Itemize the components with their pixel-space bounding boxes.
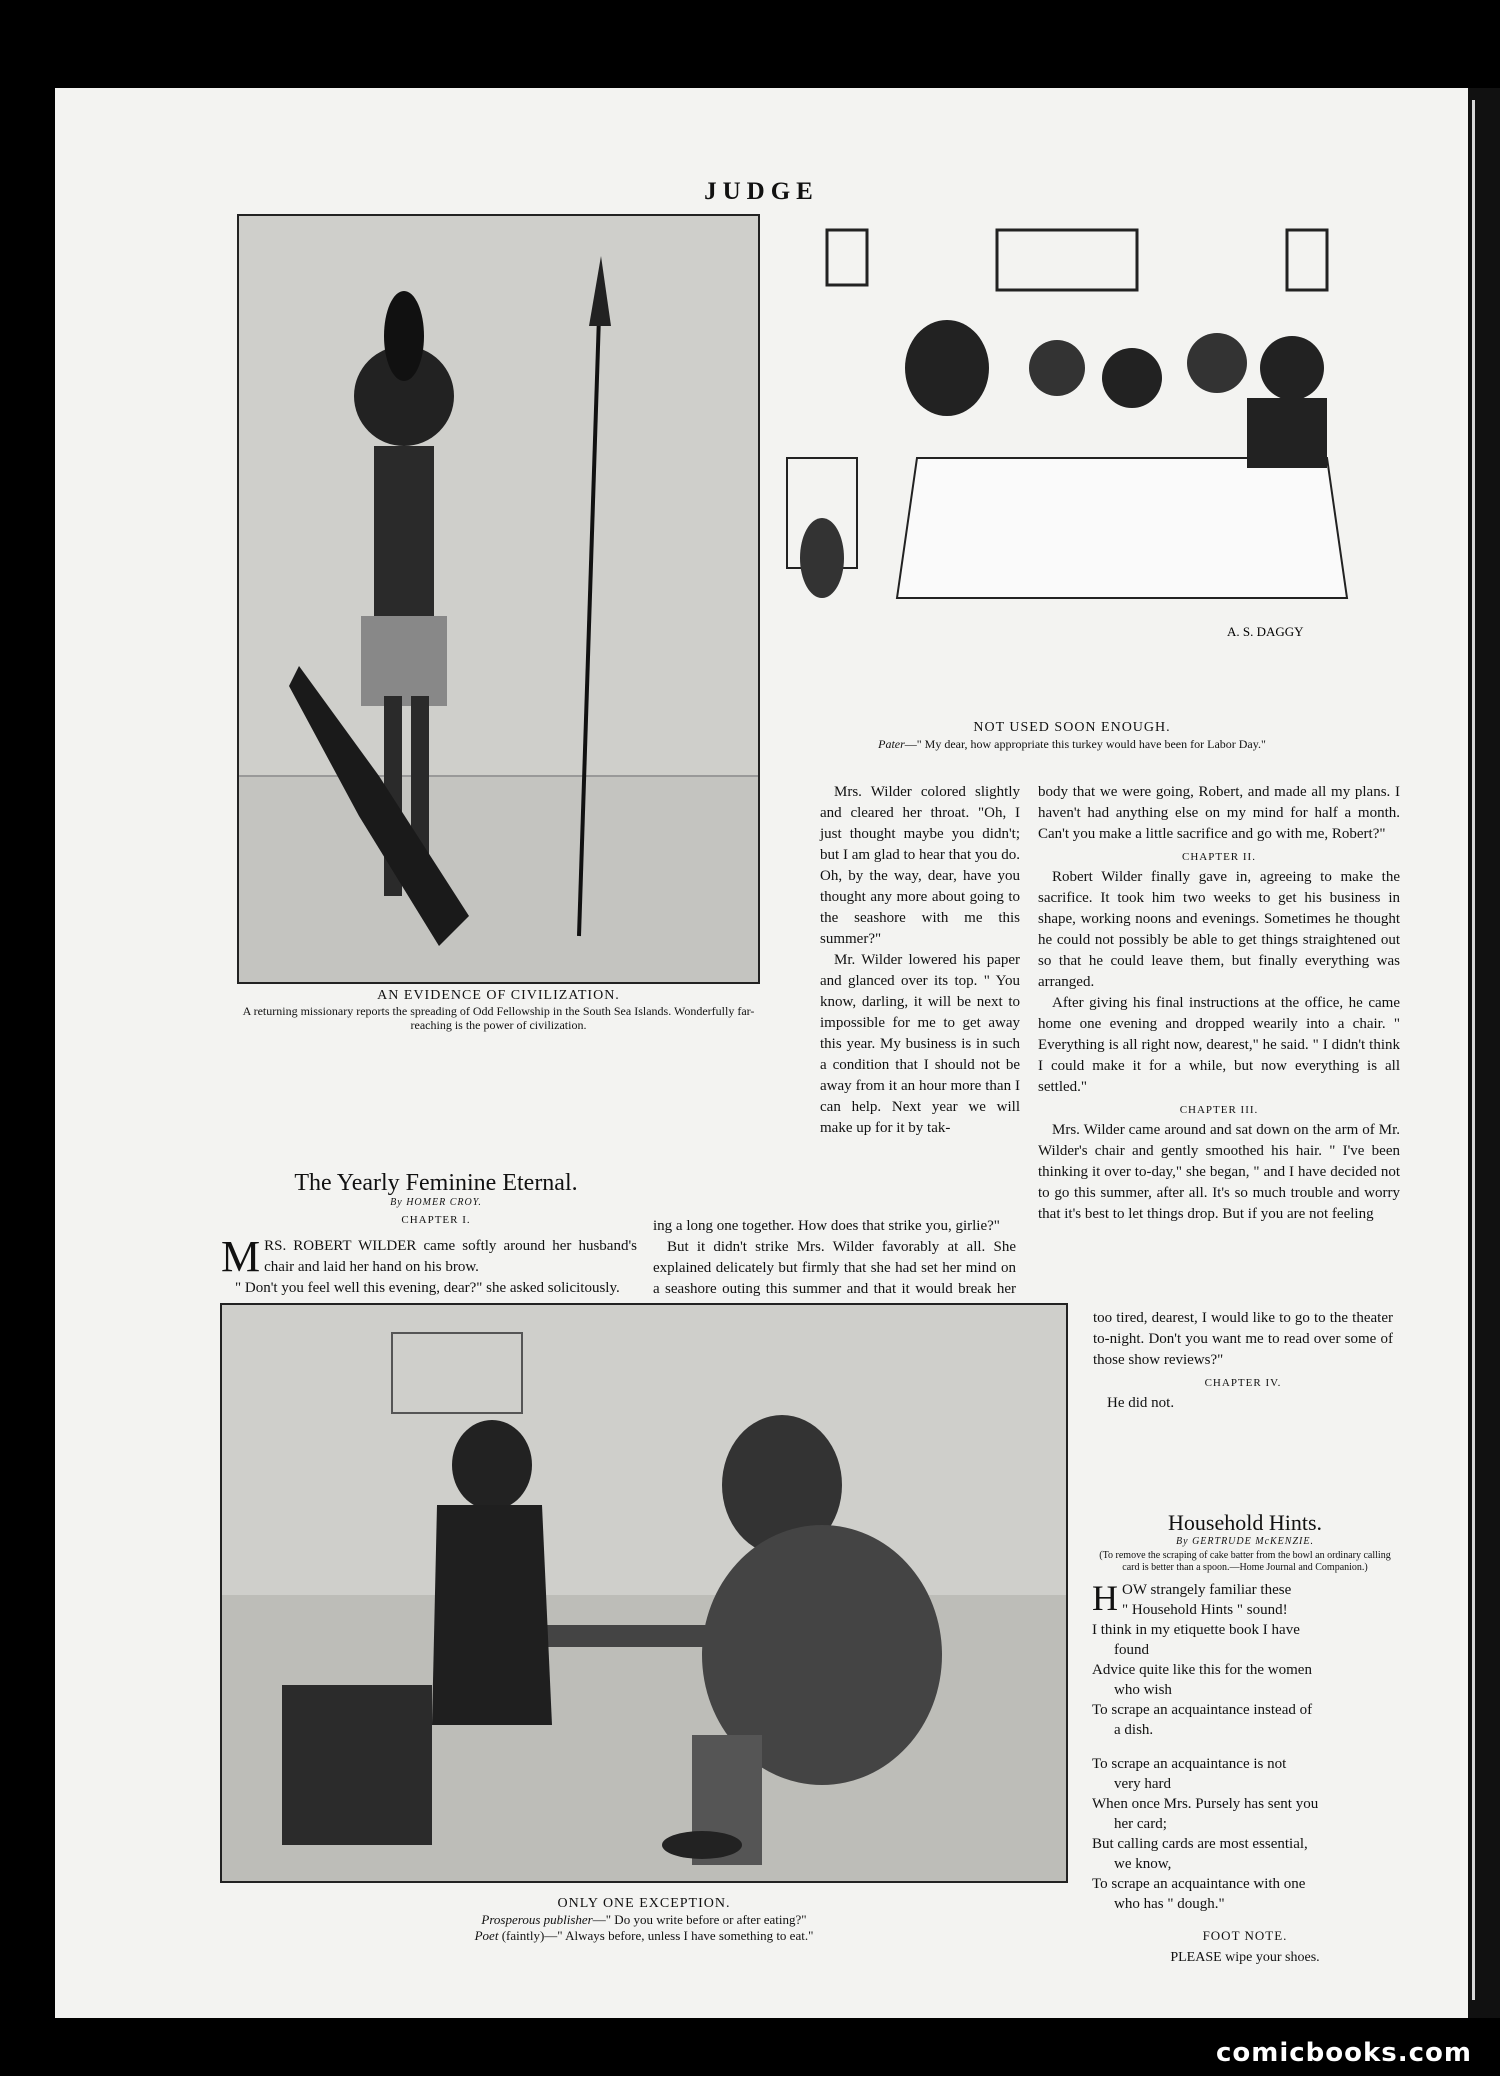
poem-line: very hard: [1114, 1776, 1172, 1792]
hints-poem: [1092, 1580, 1398, 1914]
story-byline: By HOMER CROY.: [390, 1197, 482, 1208]
story-p1: RS. ROBERT WILDER came softly around her husband's chair and laid her hand on his brow.: [264, 1238, 637, 1275]
poem-line: I think in my etiquette book I have: [1092, 1622, 1300, 1638]
story-column-2-upper: [820, 782, 1020, 1139]
story-heading: [221, 1170, 651, 1230]
poem-line: To scrape an acquaintance with one: [1092, 1876, 1306, 1892]
story-p4: ing a long one together. How does that strike you, girlie?": [653, 1218, 1000, 1234]
story-column-3-continued: [1093, 1308, 1393, 1414]
story-drop-cap: M: [221, 1232, 261, 1281]
dinner-quote: —" My dear, how appropriate this turkey would have been for Labor Day.": [904, 737, 1266, 751]
poem-line: a dish.: [1114, 1722, 1154, 1738]
hints-epigraph: (To remove the scraping of cake batter from the bowl an ordinary calling card is better than a spoon.—Home Journal and Companion.): [1099, 1550, 1391, 1573]
publisher-quote: —" Do you write before or after eating?": [592, 1912, 807, 1927]
poem-line: " Household Hints " sound!: [1122, 1602, 1288, 1618]
poem-line: her card;: [1114, 1816, 1167, 1832]
poem-line: But calling cards are most essential,: [1092, 1836, 1308, 1852]
poem-line: Advice quite like this for the women: [1092, 1662, 1312, 1678]
poet-publisher-drawing: [222, 1305, 1066, 1881]
dinner-artist-signature: A. S. DAGGY: [1227, 624, 1304, 639]
family-dinner-drawing: [767, 218, 1377, 648]
cartoon-dinner-caption: [767, 720, 1377, 752]
publisher-speaker: Prosperous publisher: [481, 1912, 593, 1927]
poet-quote: (faintly)—" Always before, unless I have something to eat.": [498, 1928, 814, 1943]
poem-line: who wish: [1114, 1682, 1172, 1698]
footnote-text: PLEASE wipe your shoes.: [1170, 1950, 1320, 1965]
chapter-2-heading: CHAPTER II.: [1182, 851, 1256, 863]
cartoon-dinner-title: NOT USED SOON ENOUGH.: [973, 720, 1171, 735]
cartoon-poet-caption: [220, 1896, 1068, 1944]
poet-speaker: Poet: [474, 1928, 499, 1943]
native-warrior-drawing: [239, 216, 758, 982]
story-title: The Yearly Feminine Eternal.: [294, 1170, 578, 1196]
masthead: JUDGE: [704, 178, 819, 205]
story-p9: Robert Wilder finally gave in, agreeing to make the sacrifice. It took him two weeks to get his business in shape, working noons and evenings. Sometimes he thought he could not possibly be able to get things straightened out so that he could leave them, but finally everything was arranged.: [1038, 869, 1400, 990]
chapter-3-heading: CHAPTER III.: [1179, 1104, 1259, 1116]
story-p5: But it didn't strike Mrs. Wilder favorably at all. She explained delicately but firmly that she had set her mind on a seashore outing this summer and that it would break her: [653, 1239, 1016, 1297]
chapter-1-heading: CHAPTER I.: [401, 1214, 471, 1226]
watermark-footer: comicbooks.com: [1215, 2038, 1472, 2068]
hints-byline: By GERTRUDE McKENZIE.: [1176, 1536, 1314, 1547]
poem-line: When once Mrs. Pursely has sent you: [1092, 1796, 1319, 1812]
hints-title: Household Hints.: [1168, 1510, 1322, 1535]
poem-line: we know,: [1114, 1856, 1172, 1872]
poem-line: To scrape an acquaintance instead of: [1092, 1702, 1313, 1718]
cartoon-family-dinner: [767, 218, 1377, 648]
cartoon-poet-publisher: [220, 1303, 1068, 1883]
story-p2: " Don't you feel well this evening, dear?" she asked solicitously.: [235, 1280, 620, 1296]
story-p12: too tired, dearest, I would like to go to the theater to-night. Don't you want me to read over some of those show reviews?": [1093, 1310, 1393, 1368]
page-edge-line: [1472, 100, 1475, 2000]
cartoon-native-title: AN EVIDENCE OF CIVILIZATION.: [377, 988, 620, 1003]
cartoon-native-caption: [237, 988, 760, 1032]
household-hints: [1092, 1510, 1398, 1966]
hints-drop-cap: H: [1092, 1578, 1118, 1618]
story-p7: Mr. Wilder lowered his paper and glanced over its top. " You know, darling, it will be next to impossible for me to get away this year. My business is in such a condition that I should not be away from it an hour more than I can help. Next year we will make up for it by tak-: [820, 952, 1020, 1136]
story-p13: He did not.: [1107, 1395, 1175, 1411]
story-column-3: [1038, 782, 1400, 1225]
poem-line: found: [1114, 1642, 1149, 1658]
story-p10: After giving his final instructions at the office, he came home one evening and dropped wearily into a chair. " Everything is all right now, dearest," he said. " I didn't think I could make it for a while, but now everything is all settled.": [1038, 995, 1400, 1095]
magazine-page: [55, 88, 1468, 2018]
cartoon-poet-title: ONLY ONE EXCEPTION.: [557, 1896, 731, 1911]
poem-line: OW strangely familiar these: [1122, 1582, 1292, 1598]
chapter-4-heading: CHAPTER IV.: [1204, 1377, 1282, 1389]
cartoon-native-warrior: [237, 214, 760, 984]
footnote-title: FOOT NOTE.: [1202, 1928, 1288, 1943]
dinner-speaker: Pater: [878, 737, 905, 751]
poem-line: who has " dough.": [1114, 1896, 1225, 1912]
story-p6: Mrs. Wilder colored slightly and cleared her throat. "Oh, I just thought maybe you didn't; but I am glad to hear that you do. Oh, by the way, dear, have you thought any more about going to the seashore with me this summer?": [820, 784, 1020, 947]
story-p8: body that we were going, Robert, and made all my plans. I haven't had anything else on my mind for half a month. Can't you make a little sacrifice and go with me, Robert?": [1038, 784, 1400, 842]
cartoon-native-caption-text: A returning missionary reports the spreading of Odd Fellowship in the South Sea Islands. Wonderfully far-reaching is the power of civilization.: [242, 1004, 755, 1032]
story-p11: Mrs. Wilder came around and sat down on the arm of Mr. Wilder's chair and gently smoothed his hair. " I've been thinking it over to-day," she began, " and I have decided not to go this summer, after all. It's so much trouble and worry that it's best to let things drop. But if you are not feeling: [1038, 1122, 1400, 1222]
poem-line: To scrape an acquaintance is not: [1092, 1756, 1287, 1772]
